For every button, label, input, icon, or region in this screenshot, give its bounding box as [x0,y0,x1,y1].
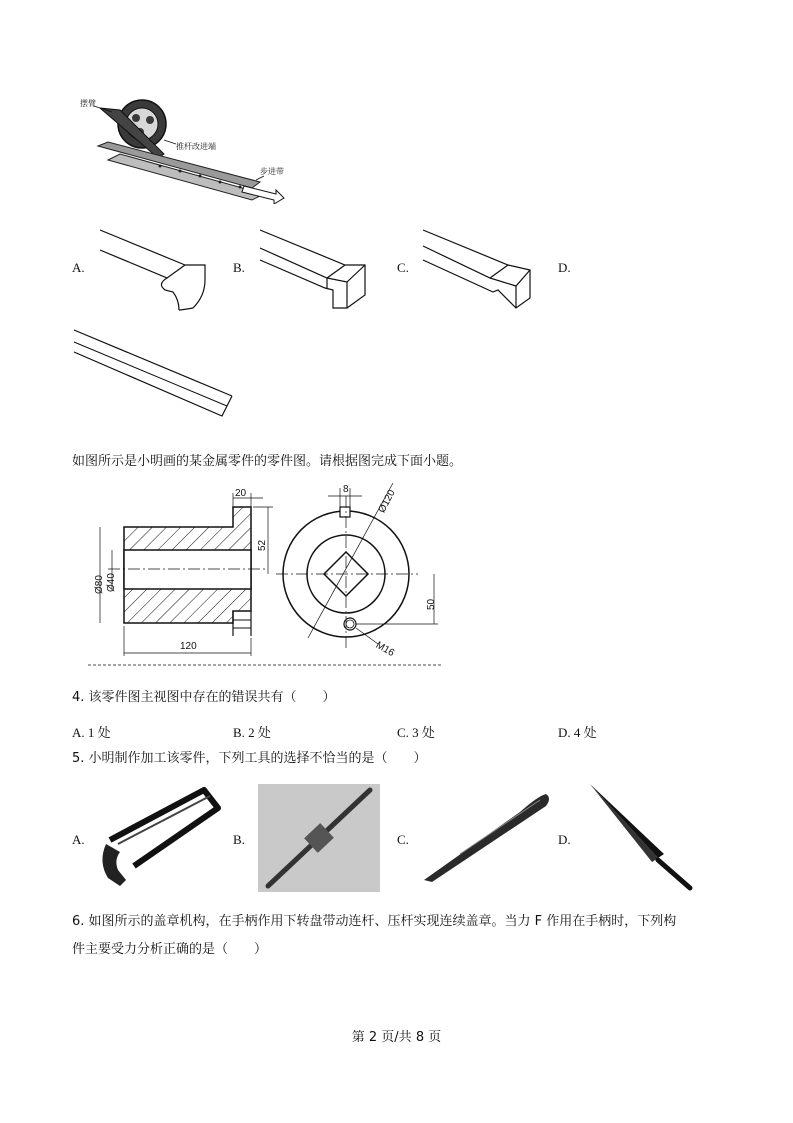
intro-text: 如图所示是小明画的某金属零件的零件图。请根据图完成下面小题。 [72,454,463,469]
q5-stem: 5. 小明制作加工该零件，下列工具的选择不恰当的是（ ） [72,751,427,766]
dim-50: 50 [426,598,437,610]
punch-icon [420,790,555,886]
dim-52: 52 [257,539,268,551]
file-icon [588,782,698,894]
q6-line-2: 件主要受力分析正确的是（ ） [72,942,268,957]
dim-40: Ø40 [106,573,117,592]
part-drawing [88,478,448,670]
q4-stem: 4. 该零件图主视图中存在的错误共有（ ） [72,690,336,705]
option-a-label[interactable]: A. [72,260,85,275]
shape-a [95,220,210,315]
dim-8: 8 [343,484,349,495]
shape-d [72,322,242,422]
q6-line-1: 6. 如图所示的盖章机构，在手柄作用下转盘带动连杆、压杆实现连续盖章。当力 F 作用在手柄时，下列构 [72,914,677,929]
hacksaw-icon [96,782,224,892]
side-view [276,483,438,659]
label-step-belt: 步进带 [260,167,284,176]
tap-wrench-icon [258,784,380,892]
q5-option-a-label[interactable]: A. [72,832,85,847]
q5-option-c-label[interactable]: C. [397,832,409,847]
q5-option-b-label[interactable]: B. [233,832,245,847]
q4-option-b[interactable]: B. 2 处 [233,725,271,740]
page-footer: 第 2 页/共 8 页 [351,1030,442,1045]
option-c-label[interactable]: C. [397,260,409,275]
mechanism-figure [80,94,300,204]
dim-m16: M16 [373,639,397,660]
dim-phi120: Ø120 [376,488,398,515]
dim-20: 20 [235,488,247,499]
q4-option-d[interactable]: D. 4 处 [558,725,597,740]
shape-c [418,220,533,315]
label-push-end: 推杆改进端 [176,142,216,151]
shape-b [255,220,370,315]
dim-120: 120 [180,641,197,652]
main-view [94,488,273,656]
option-b-label[interactable]: B. [233,260,245,275]
q4-option-a[interactable]: A. 1 处 [72,725,111,740]
dim-80: Ø80 [94,575,105,594]
label-arm: 摆臂 [80,99,96,108]
q5-option-d-label[interactable]: D. [558,832,571,847]
q4-option-c[interactable]: C. 3 处 [397,725,435,740]
option-d-label[interactable]: D. [558,260,571,275]
